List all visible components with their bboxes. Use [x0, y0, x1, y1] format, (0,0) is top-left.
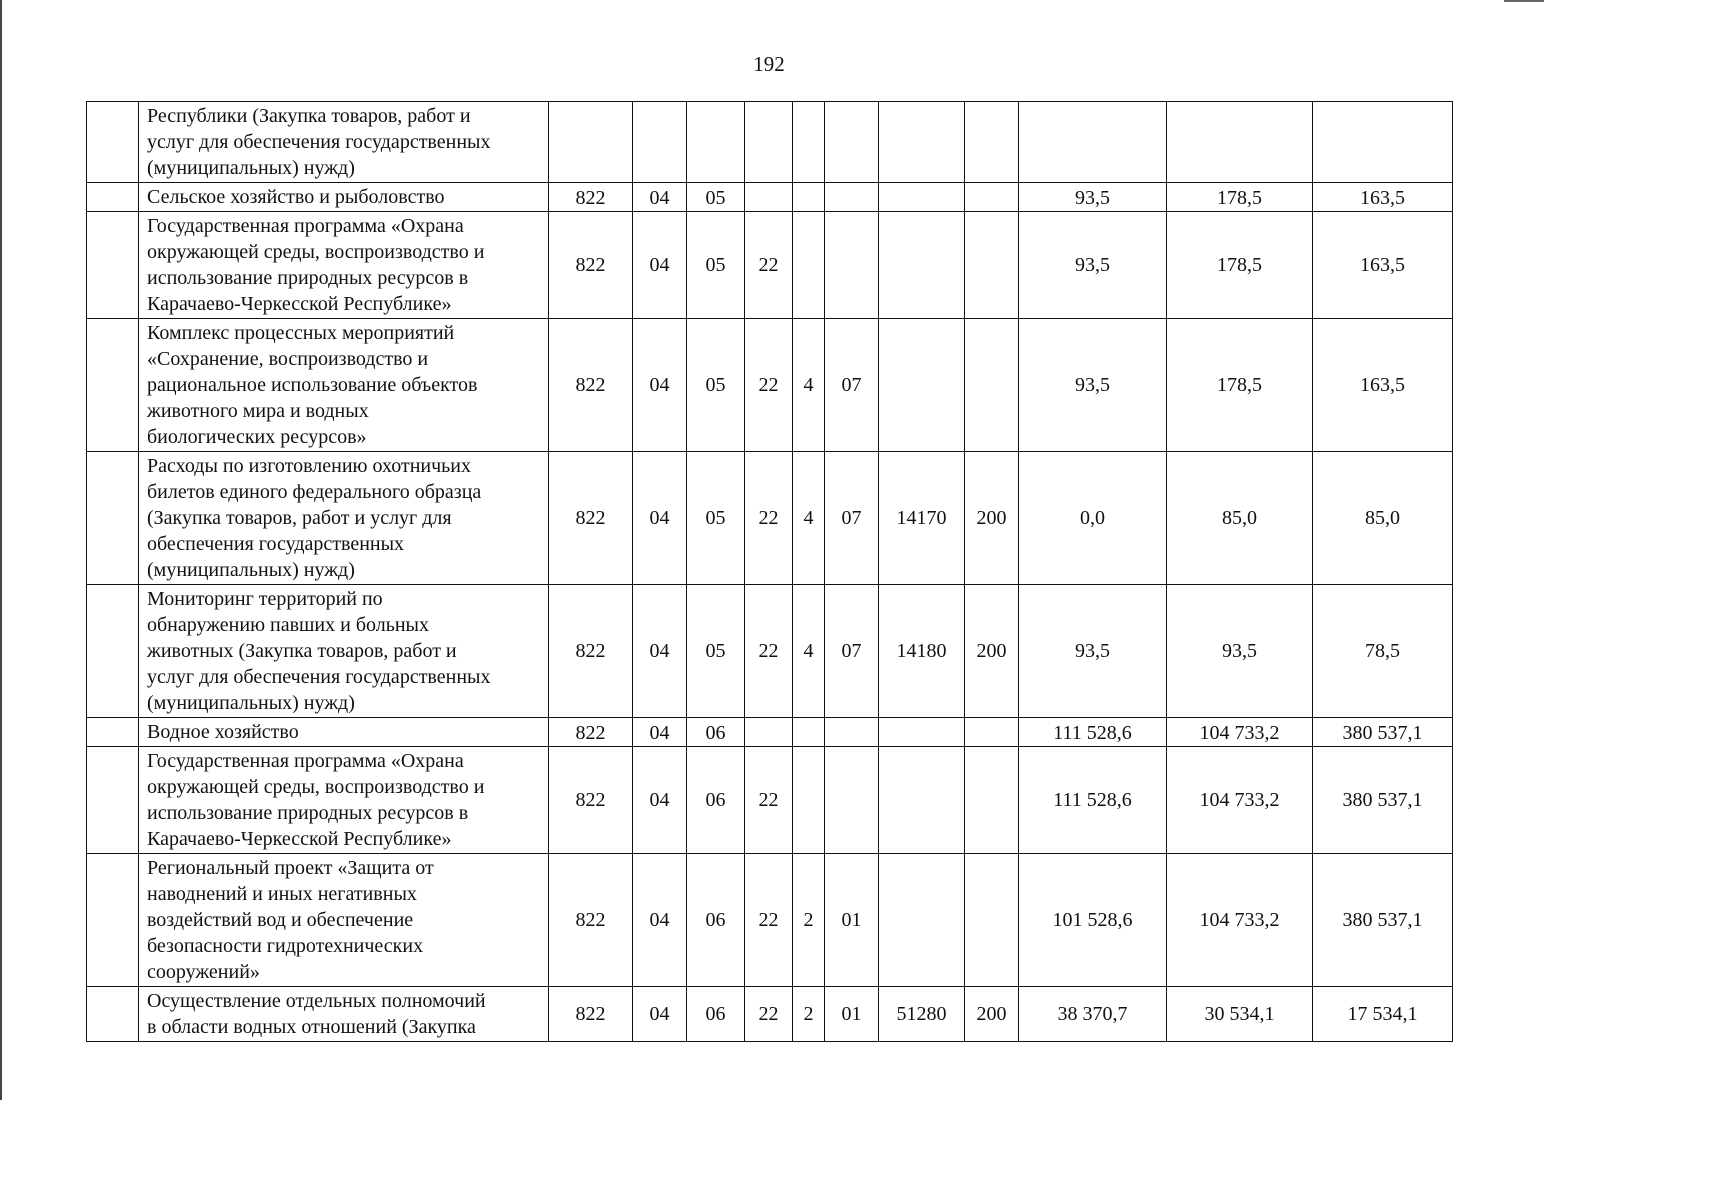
direction-code-cell [879, 319, 965, 452]
subprogram-code-cell: 4 [793, 452, 825, 585]
amount-year-2-cell [1167, 102, 1313, 183]
amount-year-3-cell: 85,0 [1313, 452, 1453, 585]
program-code-cell: 22 [745, 747, 793, 854]
subsection-code-cell: 06 [687, 747, 745, 854]
expense-type-code-cell [965, 747, 1019, 854]
row-number-cell [87, 102, 139, 183]
program-code-cell: 22 [745, 987, 793, 1042]
table-row [87, 987, 1453, 1042]
expense-type-code-cell: 200 [965, 987, 1019, 1042]
section-code-cell: 04 [633, 212, 687, 319]
subsection-code-cell: 05 [687, 212, 745, 319]
admin-code-cell: 822 [549, 212, 633, 319]
subsection-code-cell: 05 [687, 585, 745, 718]
section-code-cell: 04 [633, 718, 687, 747]
expense-type-code-cell [965, 718, 1019, 747]
amount-year-1-cell [1019, 102, 1167, 183]
expense-type-code-cell [965, 854, 1019, 987]
event-code-cell: 07 [825, 319, 879, 452]
table-row [87, 854, 1453, 987]
admin-code-cell: 822 [549, 585, 633, 718]
event-code-cell: 01 [825, 854, 879, 987]
amount-year-3-cell: 163,5 [1313, 319, 1453, 452]
admin-code-cell: 822 [549, 319, 633, 452]
row-number-cell [87, 452, 139, 585]
row-number-cell [87, 183, 139, 212]
amount-year-1-cell: 93,5 [1019, 585, 1167, 718]
expense-type-code-cell [965, 319, 1019, 452]
amount-year-1-cell: 101 528,6 [1019, 854, 1167, 987]
section-code-cell: 04 [633, 987, 687, 1042]
program-code-cell: 22 [745, 452, 793, 585]
amount-year-3-cell: 380 537,1 [1313, 747, 1453, 854]
admin-code-cell: 822 [549, 854, 633, 987]
amount-year-3-cell: 17 534,1 [1313, 987, 1453, 1042]
direction-code-cell [879, 212, 965, 319]
table-row [87, 102, 1453, 183]
amount-year-2-cell: 178,5 [1167, 183, 1313, 212]
direction-code-cell: 14180 [879, 585, 965, 718]
event-code-cell [825, 212, 879, 319]
table-row [87, 585, 1453, 718]
row-number-cell [87, 585, 139, 718]
amount-year-1-cell: 93,5 [1019, 183, 1167, 212]
direction-code-cell [879, 102, 965, 183]
amount-year-2-cell: 104 733,2 [1167, 854, 1313, 987]
subprogram-code-cell [793, 718, 825, 747]
event-code-cell [825, 747, 879, 854]
amount-year-1-cell: 111 528,6 [1019, 747, 1167, 854]
event-code-cell [825, 183, 879, 212]
program-code-cell: 22 [745, 854, 793, 987]
subsection-code-cell: 05 [687, 452, 745, 585]
amount-year-2-cell: 178,5 [1167, 319, 1313, 452]
subsection-code-cell: 05 [687, 183, 745, 212]
expense-type-code-cell: 200 [965, 452, 1019, 585]
amount-year-3-cell: 163,5 [1313, 183, 1453, 212]
program-code-cell [745, 718, 793, 747]
admin-code-cell: 822 [549, 747, 633, 854]
direction-code-cell [879, 718, 965, 747]
amount-year-2-cell: 85,0 [1167, 452, 1313, 585]
amount-year-2-cell: 93,5 [1167, 585, 1313, 718]
direction-code-cell [879, 747, 965, 854]
amount-year-1-cell: 93,5 [1019, 319, 1167, 452]
subprogram-code-cell [793, 102, 825, 183]
direction-code-cell [879, 183, 965, 212]
scan-edge [0, 0, 2, 1100]
admin-code-cell: 822 [549, 987, 633, 1042]
amount-year-3-cell [1313, 102, 1453, 183]
amount-year-2-cell: 104 733,2 [1167, 747, 1313, 854]
table-row [87, 183, 1453, 212]
amount-year-3-cell: 78,5 [1313, 585, 1453, 718]
row-number-cell [87, 319, 139, 452]
subprogram-code-cell [793, 747, 825, 854]
table-row [87, 747, 1453, 854]
event-code-cell: 01 [825, 987, 879, 1042]
amount-year-3-cell: 380 537,1 [1313, 854, 1453, 987]
amount-year-1-cell: 111 528,6 [1019, 718, 1167, 747]
amount-year-1-cell: 93,5 [1019, 212, 1167, 319]
item-name-cell: Региональный проект «Защита от наводнений и иных негативных воздействий вод и обеспечение безопасности гидротехнических сооружений» [139, 854, 549, 987]
amount-year-2-cell: 104 733,2 [1167, 718, 1313, 747]
section-code-cell: 04 [633, 319, 687, 452]
table-body [87, 102, 1453, 1042]
item-name-cell: Расходы по изготовлению охотничьих билетов единого федерального образца (Закупка товаров, работ и услуг для обеспечения государственных (муниципальных) нужд) [139, 452, 549, 585]
item-name-cell: Мониторинг территорий по обнаружению павших и больных животных (Закупка товаров, работ и услуг для обеспечения государственных (муниципальных) нужд) [139, 585, 549, 718]
subprogram-code-cell: 4 [793, 319, 825, 452]
subsection-code-cell: 05 [687, 319, 745, 452]
page-number: 192 [753, 52, 785, 76]
program-code-cell: 22 [745, 319, 793, 452]
subsection-code-cell: 06 [687, 718, 745, 747]
item-name-cell: Республики (Закупка товаров, работ и услуг для обеспечения государственных (муниципальных) нужд) [139, 102, 549, 183]
section-code-cell: 04 [633, 854, 687, 987]
item-name-cell: Комплекс процессных мероприятий «Сохранение, воспроизводство и рациональное использование объектов животного мира и водных биологических ресурсов» [139, 319, 549, 452]
subprogram-code-cell: 4 [793, 585, 825, 718]
table-row [87, 319, 1453, 452]
admin-code-cell: 822 [549, 183, 633, 212]
program-code-cell: 22 [745, 212, 793, 319]
direction-code-cell [879, 854, 965, 987]
item-name-cell: Сельское хозяйство и рыболовство [139, 183, 549, 212]
subsection-code-cell: 06 [687, 854, 745, 987]
admin-code-cell [549, 102, 633, 183]
section-code-cell: 04 [633, 183, 687, 212]
item-name-cell: Государственная программа «Охрана окружающей среды, воспроизводство и использование природных ресурсов в Карачаево-Черкесской Республике» [139, 212, 549, 319]
admin-code-cell: 822 [549, 718, 633, 747]
subprogram-code-cell: 2 [793, 987, 825, 1042]
budget-table [86, 101, 1453, 1042]
amount-year-1-cell: 38 370,7 [1019, 987, 1167, 1042]
row-number-cell [87, 854, 139, 987]
program-code-cell [745, 102, 793, 183]
section-code-cell [633, 102, 687, 183]
amount-year-2-cell: 178,5 [1167, 212, 1313, 319]
expense-type-code-cell [965, 183, 1019, 212]
admin-code-cell: 822 [549, 452, 633, 585]
section-code-cell: 04 [633, 452, 687, 585]
section-code-cell: 04 [633, 747, 687, 854]
table-row [87, 212, 1453, 319]
expense-type-code-cell: 200 [965, 585, 1019, 718]
program-code-cell: 22 [745, 585, 793, 718]
subsection-code-cell: 06 [687, 987, 745, 1042]
expense-type-code-cell [965, 212, 1019, 319]
amount-year-2-cell: 30 534,1 [1167, 987, 1313, 1042]
table-row [87, 452, 1453, 585]
scan-corner-mark [1504, 0, 1544, 2]
expense-type-code-cell [965, 102, 1019, 183]
item-name-cell: Государственная программа «Охрана окружающей среды, воспроизводство и использование природных ресурсов в Карачаево-Черкесской Республике» [139, 747, 549, 854]
program-code-cell [745, 183, 793, 212]
item-name-cell: Водное хозяйство [139, 718, 549, 747]
table-row [87, 718, 1453, 747]
amount-year-3-cell: 380 537,1 [1313, 718, 1453, 747]
row-number-cell [87, 747, 139, 854]
row-number-cell [87, 718, 139, 747]
subprogram-code-cell [793, 183, 825, 212]
row-number-cell [87, 987, 139, 1042]
amount-year-1-cell: 0,0 [1019, 452, 1167, 585]
event-code-cell: 07 [825, 452, 879, 585]
subprogram-code-cell [793, 212, 825, 319]
row-number-cell [87, 212, 139, 319]
item-name-cell: Осуществление отдельных полномочий в области водных отношений (Закупка [139, 987, 549, 1042]
direction-code-cell: 51280 [879, 987, 965, 1042]
subsection-code-cell [687, 102, 745, 183]
event-code-cell [825, 718, 879, 747]
direction-code-cell: 14170 [879, 452, 965, 585]
event-code-cell: 07 [825, 585, 879, 718]
event-code-cell [825, 102, 879, 183]
subprogram-code-cell: 2 [793, 854, 825, 987]
section-code-cell: 04 [633, 585, 687, 718]
amount-year-3-cell: 163,5 [1313, 212, 1453, 319]
